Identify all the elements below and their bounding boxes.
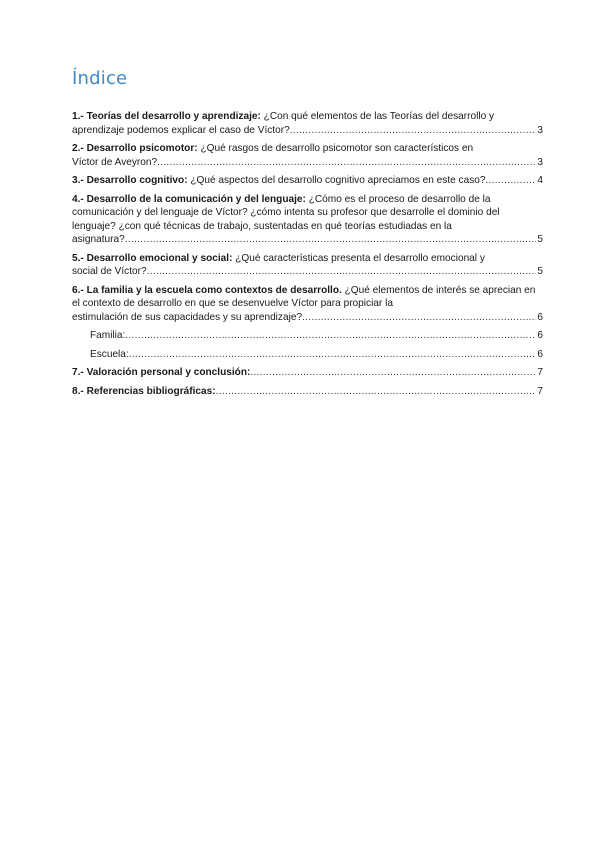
toc-leader-dots	[129, 348, 537, 362]
toc-page-number: 7	[537, 385, 543, 397]
toc-page-number: 3	[537, 124, 543, 136]
toc-page-number: 6	[537, 330, 543, 341]
toc-entry-heading: 8.- Referencias bibliográficas:	[72, 385, 216, 397]
toc-subentry-label: Familia:	[90, 330, 126, 341]
toc-leader-dots	[250, 366, 536, 380]
toc-entry-1[interactable]	[72, 110, 543, 137]
toc-entry-question-end: aprendizaje podemos explicar el caso de Víctor?	[72, 124, 290, 136]
toc-entry-heading: 1.- Teorías del desarrollo y aprendizaje:	[72, 111, 261, 122]
toc-entry-heading: 5.- Desarrollo emocional y social:	[72, 252, 233, 264]
toc-entry-question: ¿Qué características presenta el desarrollo emocional y	[232, 252, 485, 264]
toc-entry-question: ¿Qué rasgos de desarrollo psicomotor son característicos en	[197, 143, 474, 154]
toc-entry-7[interactable]	[72, 366, 543, 380]
toc-entry-heading: 4.- Desarrollo de la comunicación y del lenguaje:	[72, 193, 306, 205]
toc-entry-question-end: Víctor de Aveyron?	[72, 156, 158, 168]
toc-page-number: 5	[537, 234, 543, 245]
toc-title: Índice	[72, 68, 128, 89]
toc-entry-question: ¿Qué aspectos del desarrollo cognitivo apreciamos en este caso?	[187, 175, 486, 186]
toc-page-number: 6	[537, 311, 543, 323]
toc-page-number: 7	[537, 367, 543, 378]
toc-leader-dots	[216, 385, 537, 399]
toc-leader-dots	[485, 174, 536, 188]
toc-subentry-label: Escuela:	[90, 348, 129, 360]
toc-entry-question-end: estimulación de sus capacidades y su aprendizaje?	[72, 311, 303, 323]
toc-leader-dots	[302, 311, 536, 325]
toc-entry-question: ¿Qué elementos de interés se aprecian en el contexto de desarrollo en que se desenvuelve Víctor para propiciar la	[72, 284, 536, 309]
toc-subentry-familia[interactable]	[72, 329, 543, 343]
toc-subentry-escuela[interactable]	[72, 348, 543, 362]
toc-page-number: 3	[537, 156, 543, 168]
toc-leader-dots	[125, 233, 537, 247]
toc-page-number: 4	[537, 175, 543, 186]
toc-entry-question: ¿Con qué elementos de las Teorías del desarrollo y	[260, 111, 495, 122]
toc-entry-2[interactable]	[72, 142, 543, 169]
toc-entry-heading: 6.- La familia y la escuela como contextos de desarrollo.	[72, 284, 342, 296]
toc-leader-dots	[157, 156, 536, 170]
toc-leader-dots	[147, 265, 537, 279]
toc-entry-question-end: asignatura?	[72, 234, 125, 245]
toc-leader-dots	[125, 329, 536, 343]
toc-entry-heading: 7.- Valoración personal y conclusión:	[72, 367, 251, 378]
toc-entry-4[interactable]	[72, 193, 543, 247]
toc-entry-3[interactable]	[72, 174, 543, 188]
toc-entry-6[interactable]	[72, 284, 543, 325]
toc-entry-5[interactable]	[72, 252, 543, 279]
toc-page-number: 5	[537, 266, 543, 277]
toc-entry-question-end: social de Víctor?	[72, 266, 147, 277]
toc-entry-heading: 3.- Desarrollo cognitivo:	[72, 175, 188, 186]
toc-entry-question: ¿Cómo es el proceso de desarrollo de la comunicación y del lenguaje de Víctor? ¿cómo intenta su profesor que desarrolle el dominio del lenguaje? ¿con qué técnicas de trabajo, sustentadas en qué teorías estudiadas en la	[72, 193, 500, 232]
toc-entry-heading: 2.- Desarrollo psicomotor:	[72, 143, 198, 154]
toc-page-number: 6	[537, 348, 543, 360]
toc-entry-8[interactable]	[72, 385, 543, 399]
table-of-contents	[72, 110, 543, 403]
toc-leader-dots	[290, 124, 537, 138]
